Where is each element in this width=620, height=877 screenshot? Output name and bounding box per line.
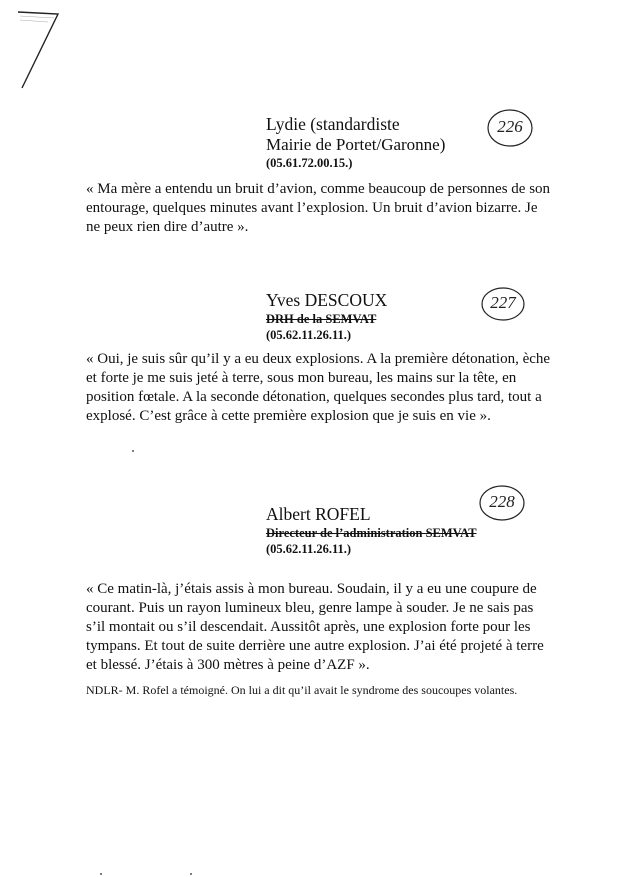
document-number: 226 xyxy=(497,117,523,136)
document-number: 228 xyxy=(489,492,515,511)
scan-speck xyxy=(190,873,192,875)
testimony-quote: « Oui, je suis sûr qu’il y a eu deux explosions. A la première détonation, èche et forte je me suis jeté à terre, sous mon bureau, les mains sur la tête, en position fœtale. A la seconde détonation, quelques secondes plus tard, tout a explosé. C’est grâce à cette première explosion que je suis en vie ». xyxy=(86,351,551,424)
circled-number-stamp xyxy=(486,108,534,148)
witness-phone: (05.61.72.00.15.) xyxy=(266,156,353,170)
circled-number-stamp xyxy=(478,484,526,522)
witness-phone: (05.62.11.26.11.) xyxy=(266,542,352,556)
witness-name: Yves DESCOUX xyxy=(266,290,388,310)
witness-name: Albert ROFEL xyxy=(266,504,371,524)
scan-speck xyxy=(132,450,134,452)
testimony-quote: « Ma mère a entendu un bruit d’avion, comme beaucoup de personnes de son entourage, quelques minutes avant l’explosion. Un bruit d’avion bizarre. Je ne peux rien dire d’autre ». xyxy=(86,181,551,235)
editor-note: NDLR- M. Rofel a témoigné. On lui a dit qu’il avait le syndrome des soucoupes volantes. xyxy=(86,683,518,697)
circled-number-stamp xyxy=(480,286,526,322)
testimony-quote: « Ce matin-là, j’étais assis à mon bureau. Soudain, il y a eu une coupure de courant. Puis un rayon lumineux bleu, genre lampe à souder. Je ne sais pas s’il montait ou s’il descendait. Aussitôt après, une explosion forte pour les tympans. Et tout de suite derrière une autre explosion. J’ai été projeté à terre et blessé. J’étais à 300 mètres à peine d’AZF ». xyxy=(86,581,544,673)
scan-speck xyxy=(100,873,102,875)
witness-role: Directeur de l’administration SEMVAT xyxy=(266,526,477,540)
witness-organization: Mairie de Portet/Garonne) xyxy=(266,135,446,154)
witness-role: DRH de la SEMVAT xyxy=(266,312,377,326)
entry-header-descoux xyxy=(266,290,387,343)
witness-phone: (05.62.11.26.11.) xyxy=(266,328,352,342)
witness-name: Lydie (standardiste xyxy=(266,114,400,134)
entry-header-rofel xyxy=(266,504,477,557)
handwritten-mark-icon xyxy=(14,8,64,90)
entry-header-lydie xyxy=(266,114,445,171)
document-number: 227 xyxy=(490,293,516,312)
